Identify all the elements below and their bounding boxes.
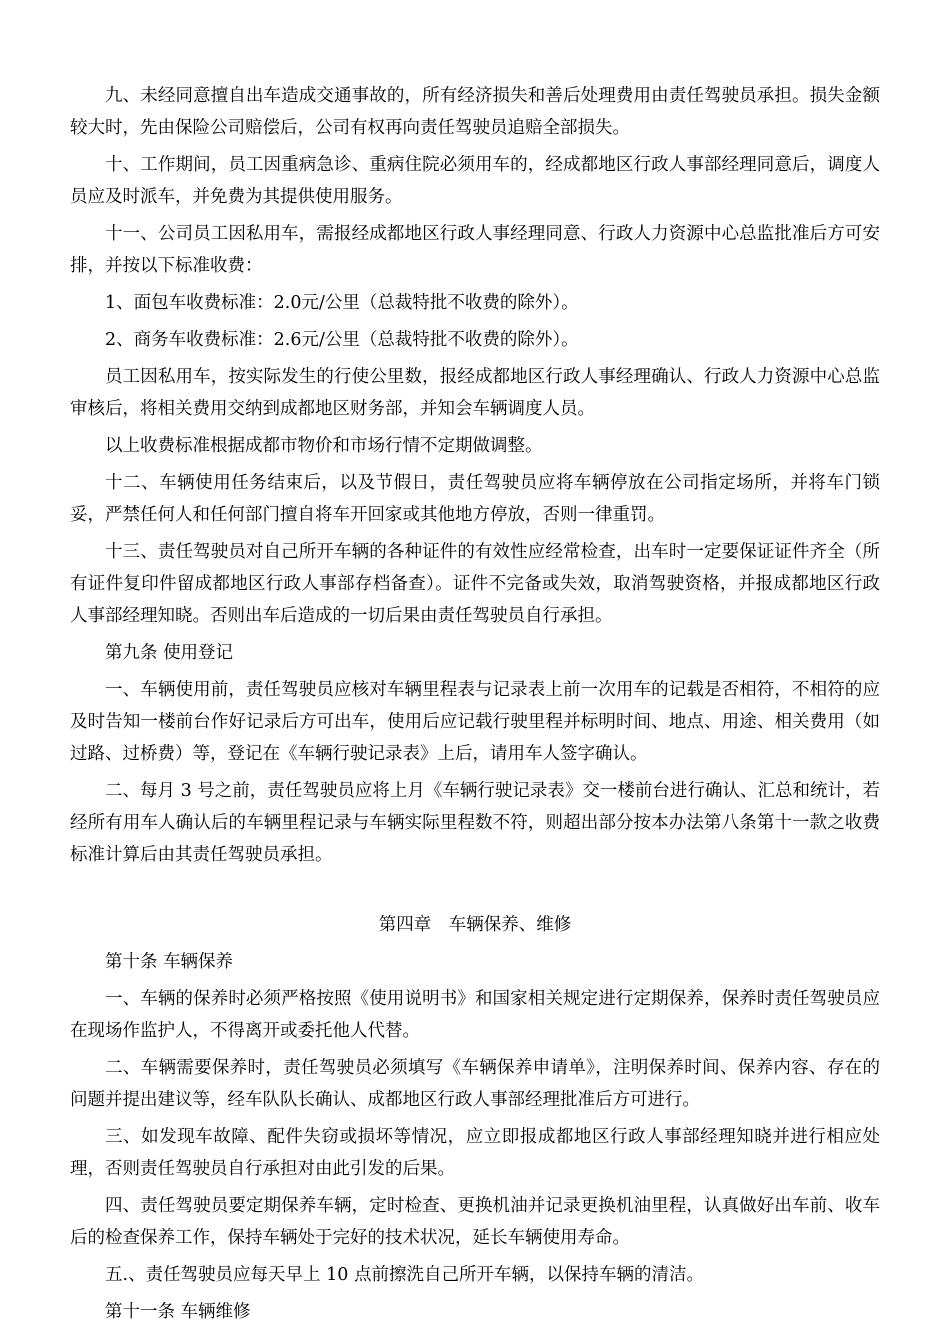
- clause-11: 十一、公司员工因私用车，需报经成都地区行政人事经理同意、行政人力资源中心总监批准后方可安排，并按以下标准收费：: [70, 224, 880, 276]
- fee-business-car: 2、商务车收费标准：2.6元/公里（总裁特批不收费的除外）。: [105, 330, 579, 350]
- article-10-heading: 第十条 车辆保养: [105, 952, 234, 972]
- document-body: [70, 80, 880, 1333]
- clause-10: 十、工作期间，员工因重病急诊、重病住院必须用车的，经成都地区行政人事部经理同意后，调度人员应及时派车，并免费为其提供使用服务。: [70, 155, 880, 207]
- article-10-item-1: 一、车辆的保养时必须严格按照《使用说明书》和国家相关规定进行定期保养，保养时责任驾驶员应在现场作监护人，不得离开或委托他人代替。: [70, 989, 880, 1041]
- article-10-item-5: 五.、责任驾驶员应每天早上 10 点前擦洗自己所开车辆，以保持车辆的清洁。: [105, 1265, 704, 1285]
- clause-13: 十三、责任驾驶员对自己所开车辆的各种证件的有效性应经常检查，出车时一定要保证证件齐全（所有证件复印件留成都地区行政人事部存档备查）。证件不完备或失效，取消驾驶资格，并报成都地区行政人事部经理知晓。否则出车后造成的一切后果由责任驾驶员自行承担。: [70, 542, 880, 626]
- chapter-4-title: 第四章 车辆保养、维修: [378, 915, 572, 935]
- article-9-item-2: 二、每月 3 号之前，责任驾驶员应将上月《车辆行驶记录表》交一楼前台进行确认、汇总和统计，若经所有用车人确认后的车辆里程记录与车辆实际里程数不符，则超出部分按本办法第八条第十一款之收费标准计算后由其责任驾驶员承担。: [70, 781, 880, 865]
- article-9-item-1: 一、车辆使用前，责任驾驶员应核对车辆里程表与记录表上前一次用车的记载是否相符，不相符的应及时告知一楼前台作好记录后方可出车，使用后应记载行驶里程并标明时间、地点、用途、相关费用（如过路、过桥费）等，登记在《车辆行驶记录表》上后，请用车人签字确认。: [70, 680, 880, 764]
- clause-9: 九、未经同意擅自出车造成交通事故的，所有经济损失和善后处理费用由责任驾驶员承担。损失金额较大时，先由保险公司赔偿后，公司有权再向责任驾驶员追赔全部损失。: [70, 86, 880, 138]
- article-10-item-4: 四、责任驾驶员要定期保养车辆，定时检查、更换机油并记录更换机油里程，认真做好出车前、收车后的检查保养工作，保持车辆处于完好的技术状况，延长车辆使用寿命。: [70, 1196, 880, 1248]
- article-10-item-3: 三、如发现车故障、配件失窃或损坏等情况，应立即报成都地区行政人事部经理知晓并进行相应处理，否则责任驾驶员自行承担对由此引发的后果。: [70, 1127, 880, 1179]
- fee-adjustment-note: 以上收费标准根据成都市物价和市场行情不定期做调整。: [105, 436, 543, 456]
- private-use-settlement: 员工因私用车，按实际发生的行使公里数，报经成都地区行政人事经理确认、行政人力资源中心总监审核后，将相关费用交纳到成都地区财务部，并知会车辆调度人员。: [70, 367, 880, 419]
- article-11-heading: 第十一条 车辆维修: [105, 1302, 251, 1322]
- fee-van: 1、面包车收费标准：2.0元/公里（总裁特批不收费的除外）。: [105, 293, 579, 313]
- article-10-item-2: 二、车辆需要保养时，责任驾驶员必须填写《车辆保养申请单》，注明保养时间、保养内容、存在的问题并提出建议等，经车队队长确认、成都地区行政人事部经理批准后方可进行。: [70, 1058, 880, 1110]
- article-9-heading: 第九条 使用登记: [105, 643, 234, 663]
- clause-12: 十二、车辆使用任务结束后，以及节假日，责任驾驶员应将车辆停放在公司指定场所，并将车门锁妥，严禁任何人和任何部门擅自将车开回家或其他地方停放，否则一律重罚。: [70, 473, 880, 525]
